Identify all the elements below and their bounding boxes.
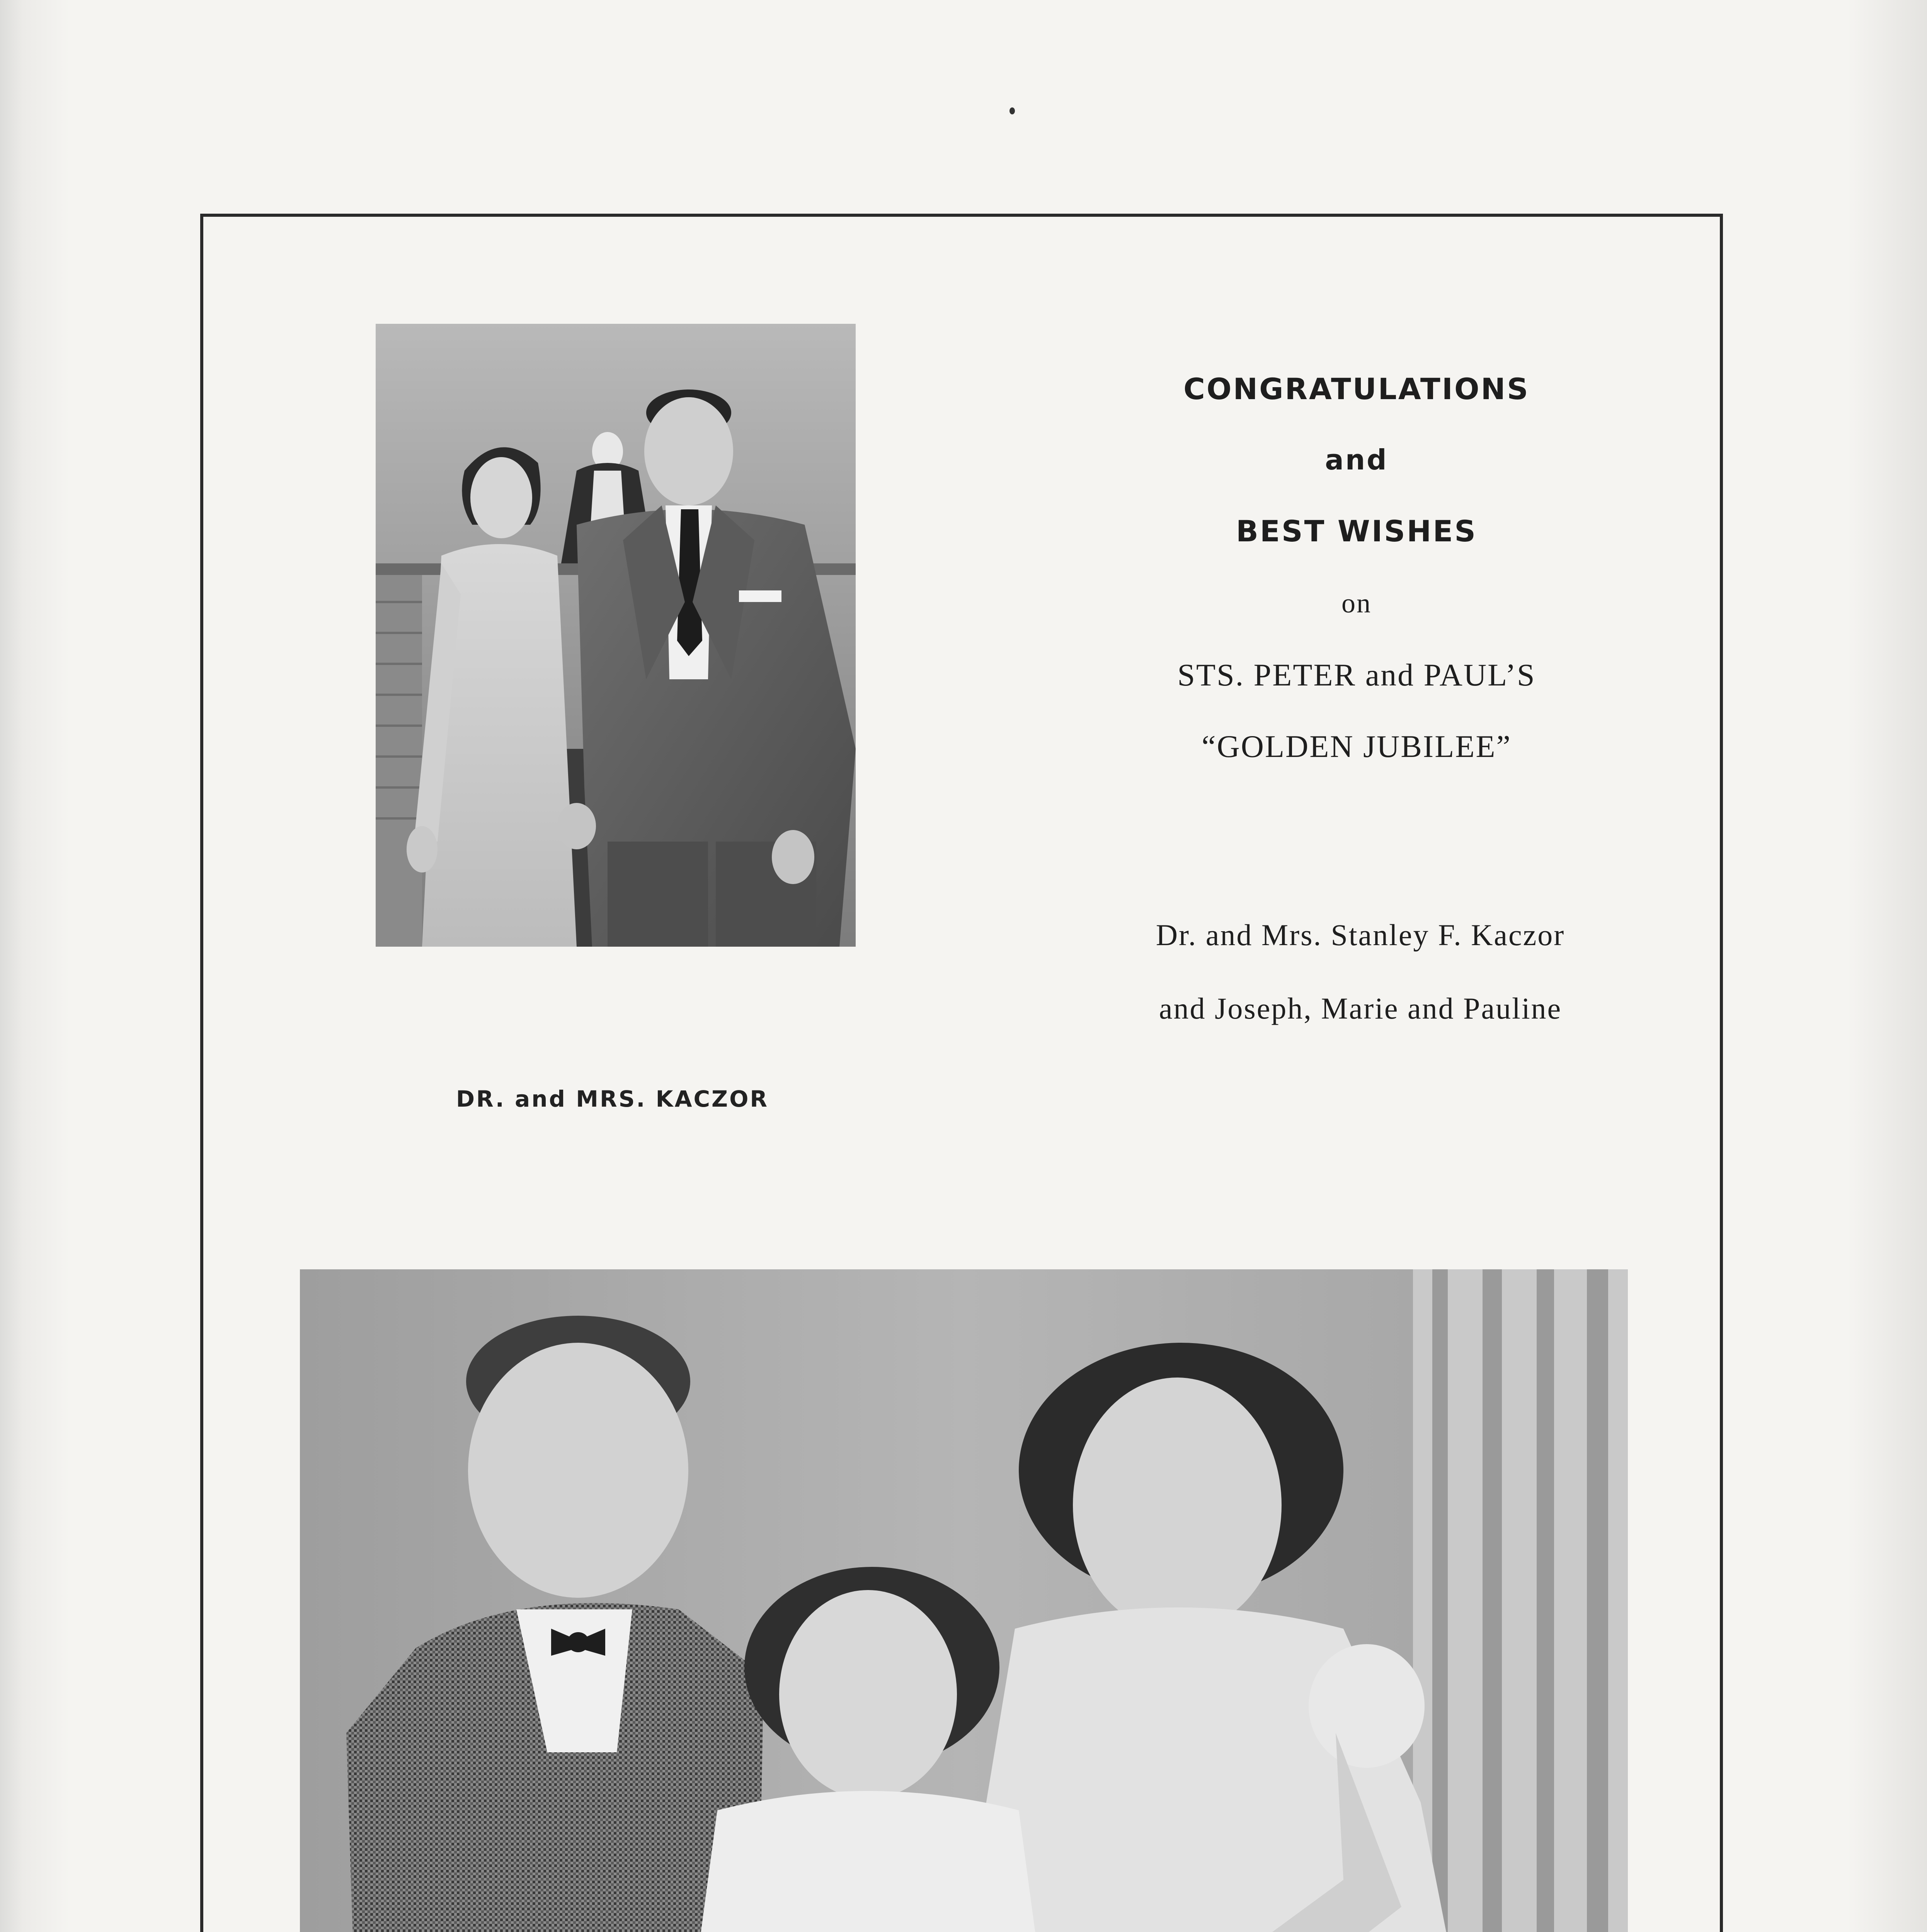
signature-line-children: and Joseph, Marie and Pauline: [1159, 992, 1562, 1025]
greeting-line-church-name: STS. PETER and PAUL’S: [1177, 657, 1536, 692]
children-photo-image: [300, 1269, 1628, 1932]
greeting-line-on: on: [1341, 588, 1372, 619]
greeting-line-and: and: [1325, 444, 1388, 476]
parents-photo-image: [376, 324, 856, 947]
signature-line-parents: Dr. and Mrs. Stanley F. Kaczor: [1156, 918, 1565, 952]
paper-speck: [1009, 107, 1015, 114]
greeting-line-best-wishes: BEST WISHES: [1236, 514, 1477, 548]
greeting-line-golden-jubilee: “GOLDEN JUBILEE”: [1202, 729, 1512, 764]
greeting-line-congratulations: CONGRATULATIONS: [1183, 372, 1530, 406]
children-photo: [300, 1269, 1628, 1932]
parents-photo-caption: DR. and MRS. KACZOR: [456, 1086, 769, 1112]
parents-photo: [376, 324, 856, 947]
